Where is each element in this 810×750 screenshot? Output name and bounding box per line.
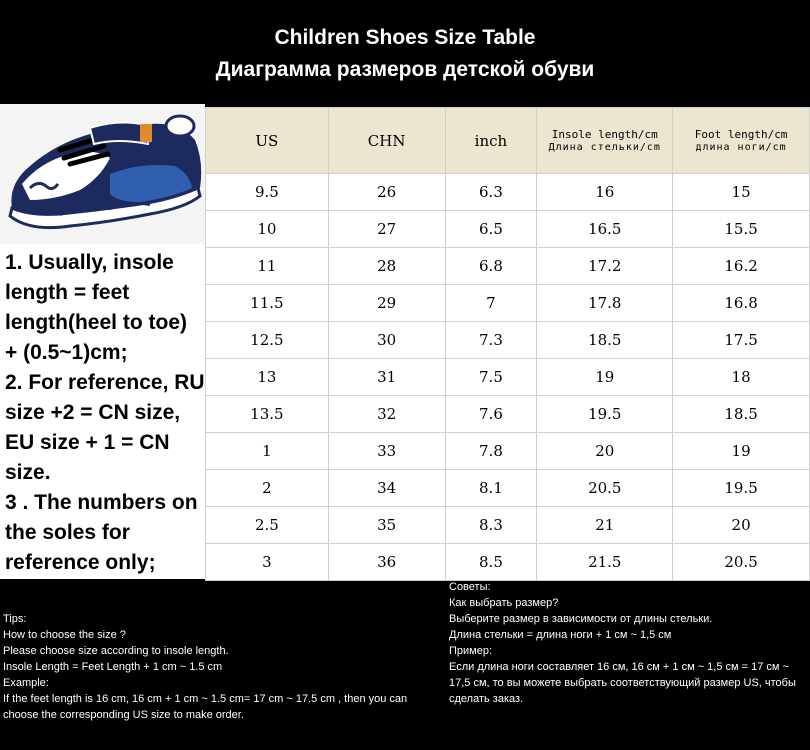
cell-inch: 7.3 — [445, 322, 537, 359]
header-foot — [673, 108, 810, 174]
table-row — [206, 544, 810, 581]
table-header-row — [206, 108, 810, 174]
cell-inch: 6.5 — [445, 211, 537, 248]
tips-line: Длина стельки = длина ноги + 1 см ~ 1,5 см — [449, 629, 672, 641]
cell-insole: 17.2 — [537, 248, 673, 285]
cell-chn: 27 — [328, 211, 445, 248]
cell-insole: 21 — [537, 507, 673, 544]
kids-sneaker-image — [0, 104, 205, 244]
header-foot-en: Foot length/cm — [694, 127, 788, 141]
table-row — [206, 174, 810, 211]
tips-line: Insole Length = Feet Length + 1 cm ~ 1.5 cm — [3, 661, 223, 673]
cell-us: 2 — [206, 470, 329, 507]
header-foot-ru: длина ноги/cm — [695, 141, 787, 153]
cell-foot: 20 — [673, 507, 810, 544]
cell-insole: 16.5 — [537, 211, 673, 248]
table-row — [206, 433, 810, 470]
tips-line: Example: — [3, 677, 49, 689]
cell-us: 11.5 — [206, 285, 329, 322]
header-insole — [537, 108, 673, 174]
tips-english — [3, 611, 443, 723]
title-banner — [0, 0, 810, 104]
cell-chn: 32 — [328, 396, 445, 433]
cell-foot: 18 — [673, 359, 810, 396]
cell-us: 13.5 — [206, 396, 329, 433]
header-inch: inch — [445, 108, 537, 174]
tips-line: How to choose the size ? — [3, 629, 126, 641]
cell-inch: 8.5 — [445, 544, 537, 581]
cell-inch: 6.8 — [445, 248, 537, 285]
cell-us: 11 — [206, 248, 329, 285]
cell-inch: 8.3 — [445, 507, 537, 544]
cell-inch: 7.6 — [445, 396, 537, 433]
cell-us: 9.5 — [206, 174, 329, 211]
cell-chn: 29 — [328, 285, 445, 322]
cell-foot: 17.5 — [673, 322, 810, 359]
table-row — [206, 359, 810, 396]
cell-insole: 18.5 — [537, 322, 673, 359]
tips-line: Выберите размер в зависимости от длины стельки. — [449, 613, 713, 625]
cell-us: 3 — [206, 544, 329, 581]
cell-foot: 20.5 — [673, 544, 810, 581]
table-row — [206, 248, 810, 285]
cell-foot: 18.5 — [673, 396, 810, 433]
cell-us: 13 — [206, 359, 329, 396]
table-row — [206, 211, 810, 248]
cell-chn: 34 — [328, 470, 445, 507]
header-us: US — [206, 108, 329, 174]
size-table — [205, 107, 810, 581]
note-item: 2. For reference, RU size +2 = CN size, EU size + 1 = CN size. — [5, 371, 205, 484]
cell-chn: 26 — [328, 174, 445, 211]
size-notes — [5, 248, 205, 578]
cell-chn: 35 — [328, 507, 445, 544]
cell-inch: 6.3 — [445, 174, 537, 211]
note-item: 1. Usually, insole length = feet length(heel to toe) + (0.5~1)cm; — [5, 251, 187, 364]
cell-foot: 16.2 — [673, 248, 810, 285]
title-english: Children Shoes Size Table — [274, 26, 536, 49]
table-row — [206, 470, 810, 507]
tips-line: Please choose size according to insole length. — [3, 645, 229, 657]
cell-insole: 19.5 — [537, 396, 673, 433]
tips-line: Советы: — [449, 581, 491, 593]
table-row — [206, 285, 810, 322]
tips-line: Tips: — [3, 613, 27, 625]
header-insole-en: Insole length/cm — [551, 127, 658, 141]
cell-inch: 7.5 — [445, 359, 537, 396]
cell-insole: 21.5 — [537, 544, 673, 581]
cell-insole: 20.5 — [537, 470, 673, 507]
tips-line: Как выбрать размер? — [449, 597, 559, 609]
cell-us: 10 — [206, 211, 329, 248]
table-row — [206, 507, 810, 544]
cell-insole: 16 — [537, 174, 673, 211]
tips-line: Пример: — [449, 645, 493, 657]
cell-inch: 7 — [445, 285, 537, 322]
table-row — [206, 396, 810, 433]
cell-inch: 8.1 — [445, 470, 537, 507]
left-panel — [0, 104, 205, 579]
tips-russian — [449, 579, 809, 707]
cell-foot: 15 — [673, 174, 810, 211]
tips-line: Если длина ноги составляет 16 см, 16 см + 1 см ~ 1,5 см = 17 см ~ 17,5 см, то вы можете выбрать соответствующий размер US, чтобы сделать заказ. — [449, 661, 796, 705]
cell-insole: 19 — [537, 359, 673, 396]
table-row — [206, 322, 810, 359]
cell-insole: 20 — [537, 433, 673, 470]
table-body — [206, 174, 810, 581]
cell-foot: 19.5 — [673, 470, 810, 507]
cell-foot: 16.8 — [673, 285, 810, 322]
header-insole-ru: Длина стельки/cm — [548, 141, 661, 153]
cell-foot: 15.5 — [673, 211, 810, 248]
header-chn: CHN — [328, 108, 445, 174]
cell-chn: 36 — [328, 544, 445, 581]
tips-line: If the feet length is 16 cm, 16 cm + 1 cm ~ 1.5 cm= 17 cm ~ 17.5 cm , then you can choose the corresponding US size to make order. — [3, 693, 408, 721]
cell-chn: 30 — [328, 322, 445, 359]
cell-foot: 19 — [673, 433, 810, 470]
cell-chn: 33 — [328, 433, 445, 470]
note-item: 3 . The numbers on the soles for reference only; — [5, 491, 198, 574]
cell-chn: 31 — [328, 359, 445, 396]
cell-inch: 7.8 — [445, 433, 537, 470]
cell-us: 12.5 — [206, 322, 329, 359]
title-russian: Диаграмма размеров детской обуви — [215, 58, 595, 81]
cell-chn: 28 — [328, 248, 445, 285]
cell-us: 2.5 — [206, 507, 329, 544]
cell-insole: 17.8 — [537, 285, 673, 322]
cell-us: 1 — [206, 433, 329, 470]
